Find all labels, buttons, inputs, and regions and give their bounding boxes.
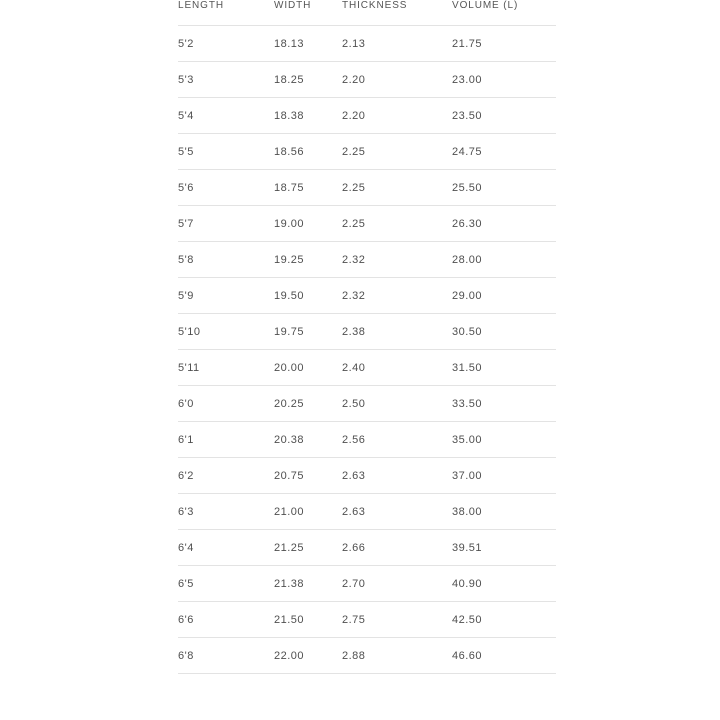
column-header-volume: VOLUME (L) (452, 0, 519, 11)
cell-width-value: 19.50 (274, 278, 342, 314)
cell-width-value: 18.25 (274, 62, 342, 98)
table-row (178, 422, 556, 458)
cell-length-value: 5'7 (178, 206, 274, 242)
cell-length-value: 6'3 (178, 494, 274, 530)
cell-length-value: 6'1 (178, 422, 274, 458)
table-row (178, 170, 556, 206)
cell-volume-value: 37.00 (452, 458, 556, 494)
cell-width-value: 22.00 (274, 638, 342, 674)
cell-length-value: 6'4 (178, 530, 274, 566)
cell-thickness-value: 2.50 (342, 386, 452, 422)
table-row (178, 494, 556, 530)
cell-length-value: 5'10 (178, 314, 274, 350)
cell-volume-value: 35.00 (452, 422, 556, 458)
cell-thickness-value: 2.38 (342, 314, 452, 350)
table-row (178, 314, 556, 350)
table-row (178, 206, 556, 242)
cell-volume-value: 23.00 (452, 62, 556, 98)
cell-thickness-value: 2.70 (342, 566, 452, 602)
cell-volume-value: 39.51 (452, 530, 556, 566)
cell-volume-value: 31.50 (452, 350, 556, 386)
table-header-row (178, 0, 556, 26)
cell-thickness-value: 2.63 (342, 458, 452, 494)
table-row (178, 350, 556, 386)
table-row (178, 530, 556, 566)
cell-length-value: 6'6 (178, 602, 274, 638)
cell-thickness-value: 2.63 (342, 494, 452, 530)
cell-length-value: 5'2 (178, 26, 274, 62)
cell-length-value: 5'3 (178, 62, 274, 98)
cell-volume-value: 23.50 (452, 98, 556, 134)
cell-width-value: 21.25 (274, 530, 342, 566)
cell-volume-value: 28.00 (452, 242, 556, 278)
table-row (178, 386, 556, 422)
cell-width-value: 20.38 (274, 422, 342, 458)
cell-width-value: 21.50 (274, 602, 342, 638)
board-dimensions-table (178, 0, 556, 674)
cell-volume-value: 38.00 (452, 494, 556, 530)
cell-width-value: 21.38 (274, 566, 342, 602)
table-row (178, 26, 556, 62)
cell-thickness-value: 2.32 (342, 242, 452, 278)
cell-width-value: 20.75 (274, 458, 342, 494)
cell-width-value: 19.25 (274, 242, 342, 278)
cell-width-value: 18.56 (274, 134, 342, 170)
cell-length-value: 5'11 (178, 350, 274, 386)
table-row (178, 62, 556, 98)
column-header-thickness: THICKNESS (342, 0, 408, 11)
column-header-length: LENGTH (178, 0, 224, 11)
cell-length-value: 5'8 (178, 242, 274, 278)
cell-thickness-value: 2.25 (342, 170, 452, 206)
cell-length-value: 5'5 (178, 134, 274, 170)
cell-width-value: 18.38 (274, 98, 342, 134)
cell-thickness-value: 2.20 (342, 62, 452, 98)
cell-length-value: 6'8 (178, 638, 274, 674)
cell-volume-value: 33.50 (452, 386, 556, 422)
cell-thickness-value: 2.56 (342, 422, 452, 458)
cell-volume-value: 21.75 (452, 26, 556, 62)
cell-width-value: 20.25 (274, 386, 342, 422)
cell-thickness-value: 2.20 (342, 98, 452, 134)
cell-thickness-value: 2.25 (342, 134, 452, 170)
cell-thickness-value: 2.32 (342, 278, 452, 314)
cell-volume-value: 40.90 (452, 566, 556, 602)
cell-thickness-value: 2.88 (342, 638, 452, 674)
cell-length-value: 5'6 (178, 170, 274, 206)
cell-thickness-value: 2.40 (342, 350, 452, 386)
cell-length-value: 6'5 (178, 566, 274, 602)
cell-volume-value: 25.50 (452, 170, 556, 206)
cell-width-value: 18.75 (274, 170, 342, 206)
cell-volume-value: 24.75 (452, 134, 556, 170)
table-row (178, 98, 556, 134)
cell-volume-value: 26.30 (452, 206, 556, 242)
cell-width-value: 20.00 (274, 350, 342, 386)
cell-volume-value: 46.60 (452, 638, 556, 674)
cell-thickness-value: 2.75 (342, 602, 452, 638)
table-row (178, 602, 556, 638)
cell-thickness-value: 2.25 (342, 206, 452, 242)
table-row (178, 242, 556, 278)
cell-length-value: 5'9 (178, 278, 274, 314)
cell-thickness-value: 2.66 (342, 530, 452, 566)
cell-length-value: 6'2 (178, 458, 274, 494)
column-header-width: WIDTH (274, 0, 312, 11)
table-row (178, 134, 556, 170)
cell-length-value: 5'4 (178, 98, 274, 134)
cell-width-value: 21.00 (274, 494, 342, 530)
table-row (178, 278, 556, 314)
table-header (178, 0, 556, 26)
cell-thickness-value: 2.13 (342, 26, 452, 62)
cell-width-value: 18.13 (274, 26, 342, 62)
cell-length-value: 6'0 (178, 386, 274, 422)
table-row (178, 638, 556, 674)
cell-width-value: 19.00 (274, 206, 342, 242)
cell-width-value: 19.75 (274, 314, 342, 350)
table-row (178, 458, 556, 494)
cell-volume-value: 29.00 (452, 278, 556, 314)
cell-volume-value: 30.50 (452, 314, 556, 350)
table-body (178, 26, 556, 674)
cell-volume-value: 42.50 (452, 602, 556, 638)
table-row (178, 566, 556, 602)
